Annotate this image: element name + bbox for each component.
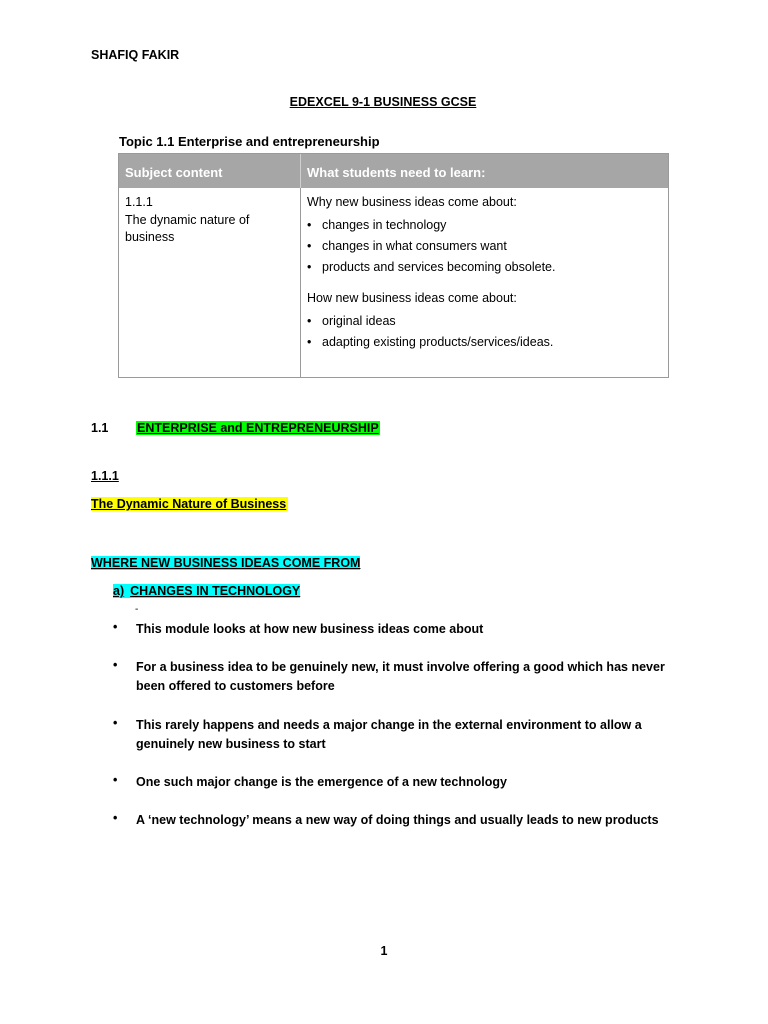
stray-mark: - — [135, 604, 139, 615]
section-title: ENTERPRISE and ENTREPRENEURSHIP — [137, 421, 379, 435]
column-header-subject-content: Subject content — [125, 165, 223, 180]
author-name: SHAFIQ FAKIR — [91, 48, 180, 62]
bullet-text: For a business idea to be genuinely new, it must involve offering a good which has never been offered to customers before — [136, 660, 665, 693]
how-item: • adapting existing products/services/ideas. — [307, 332, 667, 353]
column-divider — [300, 188, 301, 377]
bullet-dot: • — [113, 716, 118, 730]
subject-content-cell — [125, 194, 295, 247]
how-item: • original ideas — [307, 311, 667, 332]
spec-code: 1.1.1 — [125, 195, 153, 209]
document-title — [0, 95, 768, 109]
spacer — [307, 278, 667, 290]
bullet-text: A ‘new technology’ means a new way of doing things and usually leads to new products — [136, 813, 659, 827]
page-number: 1 — [380, 944, 388, 958]
table-header-row — [119, 154, 668, 188]
bullet-dot: • — [113, 620, 118, 634]
why-item: • changes in technology — [307, 215, 667, 236]
bullet-dot: • — [113, 773, 118, 787]
specification-table — [118, 153, 669, 378]
subheading-a-label: a) — [113, 584, 125, 598]
spec-title-line-2: business — [125, 230, 175, 244]
where-ideas-heading: WHERE NEW BUSINESS IDEAS COME FROM — [91, 556, 361, 570]
how-intro: How new business ideas come about: — [307, 291, 517, 305]
column-header-what-students-learn: What students need to learn: — [307, 165, 486, 180]
bullet-text: This module looks at how new business ideas come about — [136, 622, 484, 636]
subheading-a — [113, 584, 300, 598]
subsection-number: 1.1.1 — [91, 469, 119, 483]
header-column-divider — [300, 154, 301, 188]
bullet-dot: • — [113, 658, 118, 672]
learning-content-cell — [307, 194, 667, 353]
subsection-title: The Dynamic Nature of Business — [91, 497, 287, 511]
section-number: 1.1 — [91, 421, 109, 435]
bullet-text: This rarely happens and needs a major change in the external environment to allow a genuinely new business to start — [136, 718, 642, 751]
topic-heading: Topic 1.1 Enterprise and entrepreneurship — [119, 134, 380, 149]
bullet-dot: • — [113, 811, 118, 825]
why-item: • changes in what consumers want — [307, 236, 667, 257]
why-item: • products and services becoming obsolete. — [307, 257, 667, 278]
why-intro: Why new business ideas come about: — [307, 195, 517, 209]
bullet-text: One such major change is the emergence of a new technology — [136, 775, 507, 789]
document-title-text: EDEXCEL 9-1 BUSINESS GCSE — [289, 95, 477, 109]
spec-title-line-1: The dynamic nature of — [125, 212, 250, 227]
subheading-a-text: CHANGES IN TECHNOLOGY — [130, 584, 301, 598]
